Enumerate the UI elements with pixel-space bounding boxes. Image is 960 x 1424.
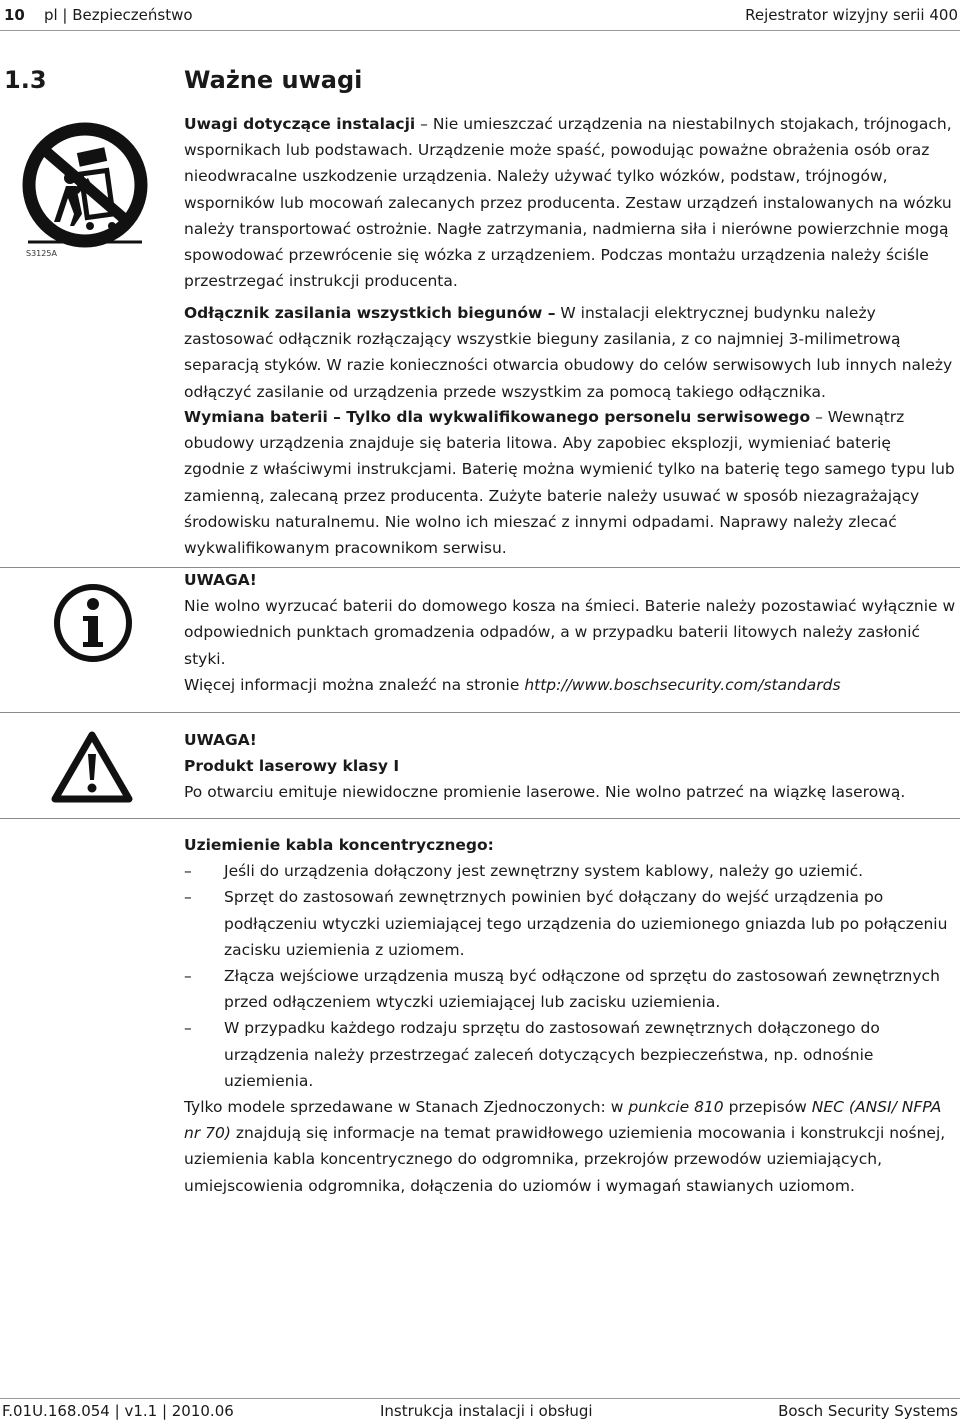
battery-replacement-notes xyxy=(184,404,956,561)
notice-text: Nie wolno wyrzucać baterii do domowego kosza na śmieci. Baterie należy pozostawiać wyłącznie w odpowiednich punktach gromadzenia odpadów, a w przypadku baterii litowych należy zasłonić styki. xyxy=(184,597,956,668)
notice-more-prefix: Więcej informacji można znaleźć na stronie xyxy=(184,675,525,694)
separator xyxy=(0,818,960,819)
battery-text: – Wewnątrz obudowy urządzenia znajduje się bateria litowa. Aby zapobiec eksplozji, wymieniać baterię zgodnie z właściwymi instrukcjami. Baterię można wymienić tylko na baterię tego samego typu lub zamienną, zalecaną przez producenta. Zużyte baterie należy usuwać w sposób niezagrażający środowisku naturalnemu. Nie wolno ich mieszać z innymi odpadami. Naprawy należy zlecać wykwalifikowanym pracownikom serwisu. xyxy=(184,408,955,558)
installation-text: – Nie umieszczać urządzenia na niestabilnych stojakach, trójnogach, wspornikach lub podstawach. Urządzenie może spaść, powodując poważne obrażenia osób oraz nieodwracalne uszkodzenie urządzenia. Należy używać tylko wózków, podstaw, trójnogów, wsporników lub mocowań zalecanych przez producenta. Zestaw urządzeń instalowanych na wózku należy transportować ostrożnie. Nagłe zatrzymania, nadmierna siła i nierówne powierzchnie mogą spowodować przewrócenie się wózka z urządzeniem. Podczas montażu urządzenia należy ściśle przestrzegać instrukcji producenta. xyxy=(184,115,952,291)
list-item: – Sprzęt do zastosowań zewnętrznych powinien być dołączany do wejść urządzenia po podłączeniu wtyczki uziemiającej tego urządzenia do uziemionego gniazda lub po połączeniu zacisku uziemienia z uziomem. xyxy=(184,888,948,959)
laser-warning xyxy=(184,727,956,806)
cart-icon-caption: S3125A xyxy=(26,249,57,258)
battery-heading: Wymiana baterii – Tylko dla wykwalifikowanego personelu serwisowego xyxy=(184,408,811,426)
footer-company: Bosch Security Systems xyxy=(778,1402,958,1420)
grounding-list xyxy=(184,858,956,1094)
list-item: – Jeśli do urządzenia dołączony jest zewnętrzny system kablowy, należy go uziemić. xyxy=(184,862,864,881)
page-header xyxy=(0,0,960,31)
installation-notes xyxy=(184,111,956,294)
section-number: 1.3 xyxy=(4,66,47,94)
no-cart-tipping-icon xyxy=(18,122,152,248)
footer-doc-id: F.01U.168.054 | v1.1 | 2010.06 xyxy=(2,1402,234,1420)
power-disconnect-notes xyxy=(184,300,956,405)
laser-text: Po otwarciu emituje niewidoczne promienie laserowe. Nie wolno patrzeć na wiązkę laserową. xyxy=(184,783,906,802)
laser-label: UWAGA! xyxy=(184,731,257,749)
footer-doc-title: Instrukcja instalacji i obsługi xyxy=(380,1402,593,1420)
separator xyxy=(0,712,960,713)
laser-title: Produkt laserowy klasy I xyxy=(184,757,400,776)
installation-heading: Uwagi dotyczące instalacji xyxy=(184,115,416,133)
header-left xyxy=(4,0,193,30)
grounding-heading: Uziemienie kabla koncentrycznego: xyxy=(184,836,494,854)
list-item: – W przypadku każdego rodzaju sprzętu do zastosowań zewnętrznych dołączonego do urządzenia należy przestrzegać zaleceń dotyczących bezpieczeństwa, np. odnośnie uziemienia. xyxy=(184,1019,880,1090)
page-footer xyxy=(0,1398,960,1424)
list-item: – Złącza wejściowe urządzenia muszą być odłączone od sprzętu do zastosowań zewnętrznych przed odłączeniem wtyczki uziemiającej lub zacisku uziemienia. xyxy=(184,967,940,1012)
section-title: Ważne uwagi xyxy=(184,66,363,94)
notice-label: UWAGA! xyxy=(184,571,257,589)
disconnect-heading: Odłącznik zasilania wszystkich biegunów – xyxy=(184,304,556,322)
warning-triangle-icon xyxy=(50,730,134,804)
disconnect-text: W instalacji elektrycznej budynku należy zastosować odłącznik rozłączający wszystkie bieguny zasilania, z co najmniej 3-milimetrową separacją styków. W razie konieczności otwarcia obudowy do celów serwisowych lub innych należy odłączyć zasilanie od urządzenia przede wszystkim za pomocą takiego odłącznika. xyxy=(184,304,953,401)
coax-grounding-section xyxy=(184,832,956,1199)
header-product: Rejestrator wizyjny serii 400 xyxy=(745,6,958,24)
header-section: pl | Bezpieczeństwo xyxy=(43,6,193,24)
standards-link[interactable]: http://www.boschsecurity.com/standards xyxy=(524,675,841,694)
info-icon xyxy=(52,582,134,664)
battery-disposal-notice xyxy=(184,567,956,698)
us-grounding-paragraph: Tylko modele sprzedawane w Stanach Zjednoczonych: w punkcie 810 przepisów NEC (ANSI/ NFPA nr 70) znajdują się informacje na temat prawidłowego uziemienia mocowania i konstrukcji nośnej, uziemienia kabla koncentrycznego do odgromnika, przekrojów przewodów uziemiających, umiejscowienia odgromnika, dołączenia do uziomów i wymagań stawianych uziomom. xyxy=(184,1098,946,1195)
page-number: 10 xyxy=(4,6,25,24)
